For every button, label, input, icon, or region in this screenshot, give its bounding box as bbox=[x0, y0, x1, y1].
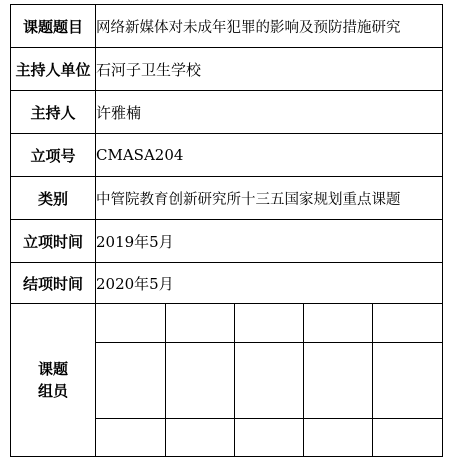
project-title-value: 网络新媒体对未成年犯罪的影响及预防措施研究 bbox=[96, 5, 443, 48]
end-date-label: 结项时间 bbox=[11, 263, 96, 304]
members-grid-row bbox=[96, 304, 442, 342]
members-grid-cell bbox=[304, 342, 373, 418]
category-label: 类别 bbox=[11, 177, 96, 220]
row-project-number bbox=[11, 134, 443, 177]
members-grid-cell bbox=[304, 304, 373, 342]
members-grid-cell bbox=[165, 304, 234, 342]
start-date-label: 立项时间 bbox=[11, 220, 96, 263]
members-grid-cell bbox=[373, 342, 442, 418]
members-grid-cell bbox=[96, 418, 165, 456]
members-label-line2: 组员 bbox=[37, 382, 68, 400]
host-value: 许雅楠 bbox=[96, 91, 443, 134]
project-number-value: CMASA204 bbox=[96, 134, 443, 177]
members-grid bbox=[96, 304, 442, 456]
members-grid-cell bbox=[165, 418, 234, 456]
members-grid-cell bbox=[234, 304, 303, 342]
members-label-line1: 课题 bbox=[37, 360, 68, 378]
members-grid-cell bbox=[373, 304, 442, 342]
row-host-unit bbox=[11, 48, 443, 91]
project-number-label: 立项号 bbox=[11, 134, 96, 177]
category-value: 中管院教育创新研究所十三五国家规划重点课题 bbox=[96, 177, 443, 220]
host-label: 主持人 bbox=[11, 91, 96, 134]
members-grid-cell bbox=[234, 418, 303, 456]
row-host bbox=[11, 91, 443, 134]
project-title-label: 课题题目 bbox=[11, 5, 96, 48]
members-grid-cell bbox=[373, 418, 442, 456]
members-grid-row bbox=[96, 342, 442, 418]
row-project-title bbox=[11, 5, 443, 48]
members-grid-cell bbox=[96, 342, 165, 418]
members-grid-cell bbox=[304, 418, 373, 456]
end-date-value: 2020年5月 bbox=[96, 263, 443, 304]
members-cell bbox=[96, 304, 443, 457]
host-unit-value: 石河子卫生学校 bbox=[96, 48, 443, 91]
row-start-date bbox=[11, 220, 443, 263]
members-grid-cell bbox=[96, 304, 165, 342]
members-grid-cell bbox=[165, 342, 234, 418]
row-members bbox=[11, 304, 443, 457]
start-date-value: 2019年5月 bbox=[96, 220, 443, 263]
row-end-date bbox=[11, 263, 443, 304]
host-unit-label: 主持人单位 bbox=[11, 48, 96, 91]
members-grid-cell bbox=[234, 342, 303, 418]
project-info-table bbox=[10, 4, 443, 457]
members-label bbox=[11, 304, 96, 457]
members-grid-row bbox=[96, 418, 442, 456]
row-category bbox=[11, 177, 443, 220]
